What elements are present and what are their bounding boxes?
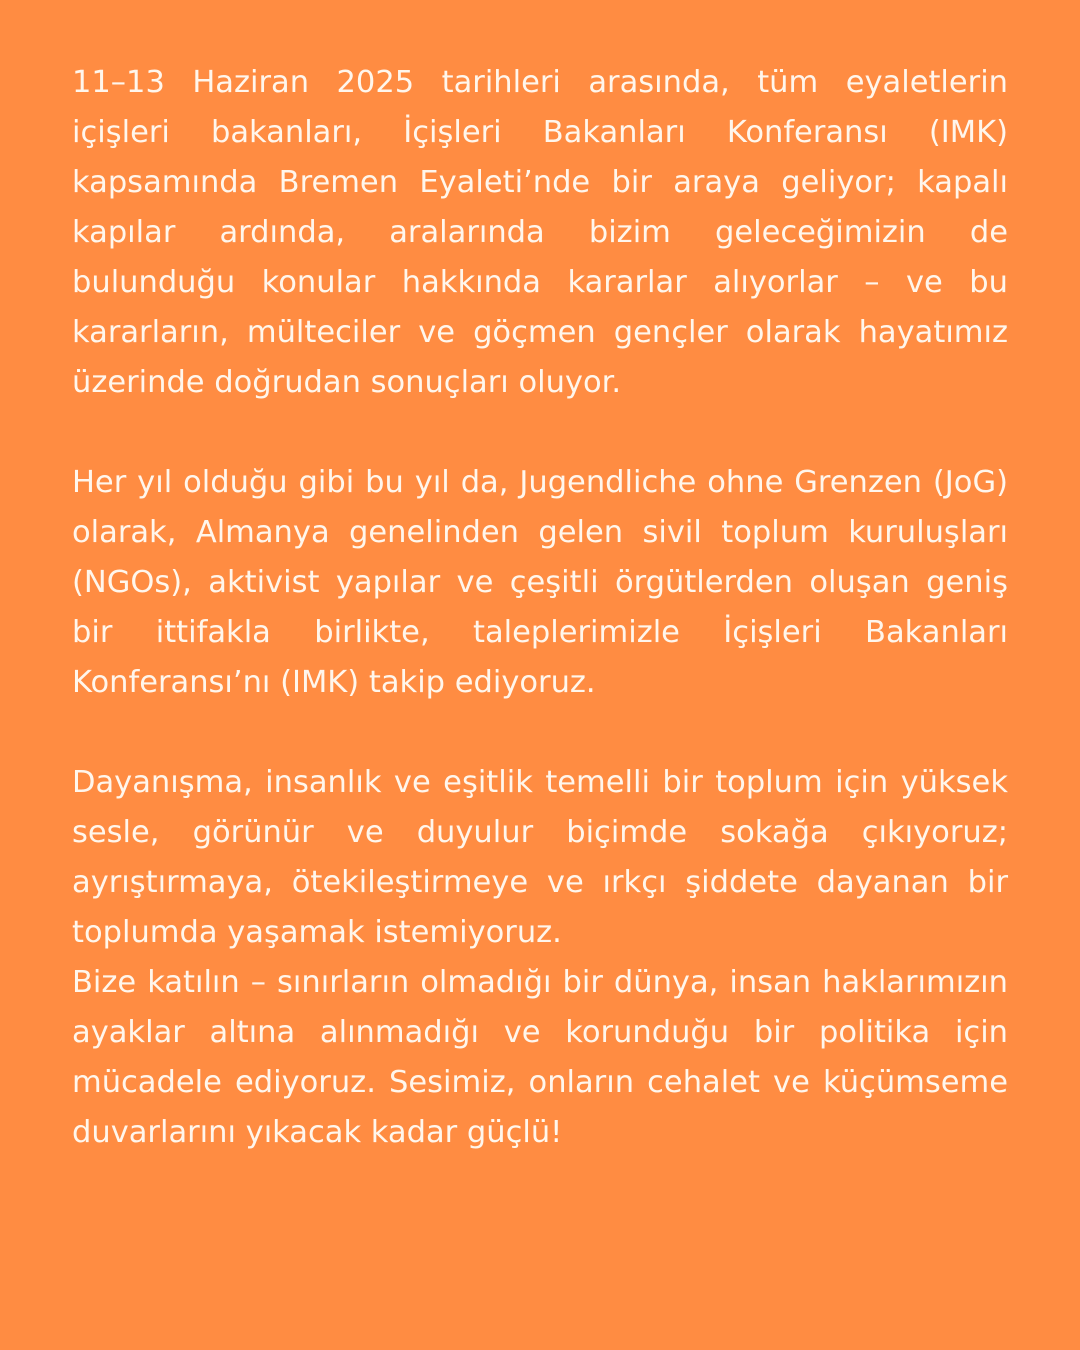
paragraph-jog-alliance: Her yıl olduğu gibi bu yıl da, Jugendliche ohne Grenzen (JoG) olarak, Almanya genelinden gelen sivil toplum kuruluşları (NGOs), aktivist yapılar ve çeşitli örgütlerden oluşan geniş bir ittifakla birlikte, taleplerimizle İçişleri Bakanları Konferansı’nı (IMK) takip ediyoruz. bbox=[72, 465, 1008, 700]
paragraph-imk-meeting: 11–13 Haziran 2025 tarihleri arasında, tüm eyaletlerin içişleri bakanları, İçişleri Bakanları Konferansı (IMK) kapsamında Bremen Eyaleti’nde bir araya geliyor; kapalı kapılar ardında, aralarında bizim geleceğimizin de bulunduğu konular hakkında kararlar alıyorlar – ve bu kararların, mülteciler ve göçmen gençler olarak hayatımız üzerinde doğrudan sonuçları oluyor. bbox=[72, 65, 1008, 400]
text-block bbox=[72, 58, 1008, 1158]
paragraph-join-us: Bize katılın – sınırların olmadığı bir dünya, insan haklarımızın ayaklar altına alınmadığı ve korunduğu bir politika için mücadele ediyoruz. Sesimiz, onların cehalet ve küçümseme duvarlarını yıkacak kadar güçlü! bbox=[72, 965, 1008, 1150]
paragraph-solidarity: Dayanışma, insanlık ve eşitlik temelli bir toplum için yüksek sesle, görünür ve duyulur biçimde sokağa çıkıyoruz; ayrıştırmaya, ötekileştirmeye ve ırkçı şiddete dayanan bir toplumda yaşamak istemiyoruz. bbox=[72, 765, 1008, 950]
